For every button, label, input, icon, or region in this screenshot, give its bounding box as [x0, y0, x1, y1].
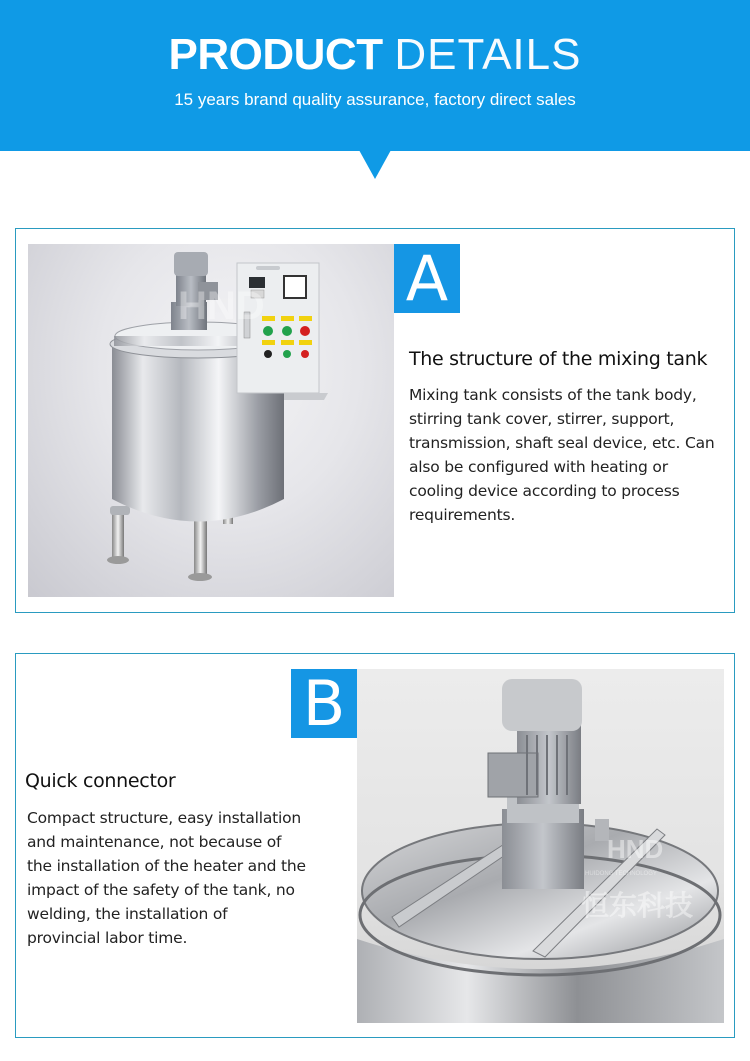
body-line: the installation of the heater and the: [27, 857, 306, 875]
watermark: HND: [178, 284, 265, 328]
body-line: and maintenance, not because of: [27, 833, 282, 851]
section-heading-a: The structure of the mixing tank: [409, 348, 708, 370]
body-line: requirements.: [409, 506, 516, 524]
page-title: [0, 30, 750, 80]
header-banner: [0, 0, 750, 151]
body-line: impact of the safety of the tank, no: [27, 881, 295, 899]
tank-lid-motor-illustration: [357, 669, 724, 1023]
watermark: HND: [607, 834, 664, 864]
mixing-tank-photo: [28, 244, 394, 597]
body-line: Compact structure, easy installation: [27, 809, 302, 827]
section-badge-b: B: [291, 669, 357, 738]
body-line: provincial labor time.: [27, 929, 188, 947]
section-badge-a: A: [394, 244, 460, 313]
header-pointer-arrow: [359, 150, 391, 179]
body-line: transmission, shaft seal device, etc. Can: [409, 434, 715, 452]
section-heading-b: Quick connector: [25, 770, 176, 792]
page-subtitle: 15 years brand quality assurance, factory direct sales: [174, 90, 576, 109]
body-line: Mixing tank consists of the tank body,: [409, 386, 697, 404]
section-body-a: [409, 383, 729, 527]
body-line: welding, the installation of: [27, 905, 228, 923]
section-body-b: [27, 806, 327, 950]
tank-lid-motor-photo: [357, 669, 724, 1023]
body-line: stirring tank cover, stirrer, support,: [409, 410, 675, 428]
body-line: cooling device according to process: [409, 482, 680, 500]
watermark-cn: 恒东科技: [581, 889, 694, 922]
title-bold: PRODUCT: [168, 30, 383, 79]
body-line: also be configured with heating or: [409, 458, 668, 476]
title-light: DETAILS: [394, 30, 582, 79]
watermark-sub: HUIDONG TECHNOLOGY: [585, 871, 657, 877]
